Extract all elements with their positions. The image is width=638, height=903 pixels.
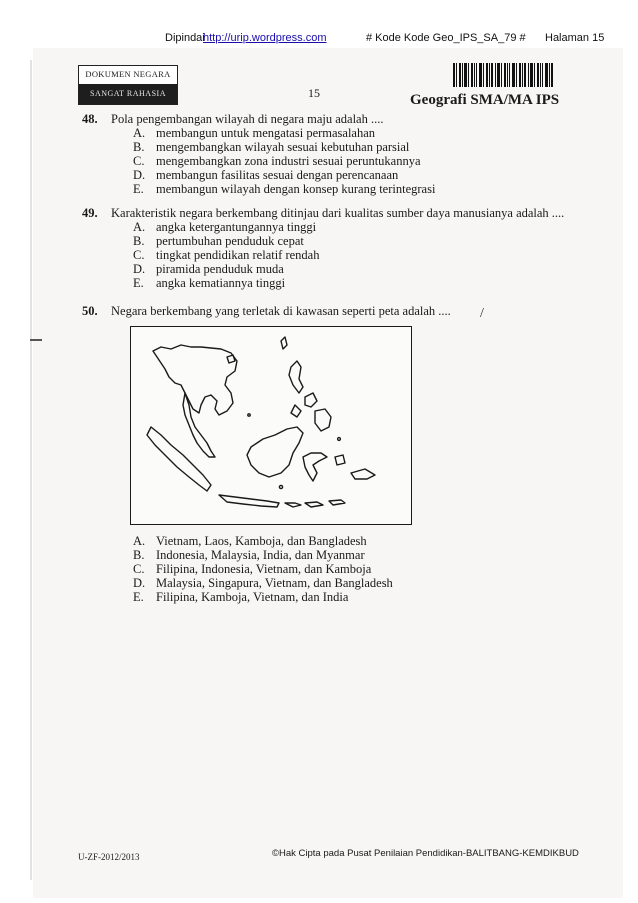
question-number: 48.	[82, 112, 98, 126]
header-page-label: Halaman 15	[545, 32, 605, 44]
question-number: 49.	[82, 206, 98, 220]
option-text: Filipina, Indonesia, Vietnam, dan Kamboja	[156, 562, 372, 576]
option-letter: B.	[133, 234, 145, 248]
option-letter: D.	[133, 262, 146, 276]
option-letter: A.	[133, 126, 146, 140]
option-letter: A.	[133, 220, 146, 234]
option-letter: E.	[133, 276, 144, 290]
option-text: membangun fasilitas sesuai dengan perencanaan	[156, 168, 399, 182]
barcode	[453, 63, 553, 87]
option-letter: D.	[133, 576, 146, 590]
stamp-line-1: DOKUMEN NEGARA	[85, 69, 171, 79]
document-stamp	[78, 65, 178, 105]
option-text: pertumbuhan penduduk cepat	[156, 234, 304, 248]
map-outline	[131, 327, 411, 524]
option-text: mengembangkan wilayah sesuai kebutuhan parsial	[156, 140, 410, 154]
option-letter: C.	[133, 248, 145, 262]
option-letter: C.	[133, 562, 145, 576]
southeast-asia-map	[130, 326, 412, 525]
option-letter: D.	[133, 168, 146, 182]
question-number: 50.	[82, 304, 98, 318]
footer-code: U-ZF-2012/2013	[78, 852, 140, 862]
option-letter: E.	[133, 182, 144, 196]
handwritten-mark: /	[480, 306, 484, 321]
scan-header	[0, 0, 638, 44]
question-text: Karakteristik negara berkembang ditinjau dari kualitas sumber daya manusianya adalah ....	[111, 206, 565, 220]
question-text: Negara berkembang yang terletak di kawasan seperti peta adalah ....	[111, 304, 451, 318]
option-letter: A.	[133, 534, 146, 548]
option-text: membangun wilayah dengan konsep kurang terintegrasi	[156, 182, 436, 196]
stamp-line-2: SANGAT RAHASIA	[79, 84, 177, 104]
option-text: membangun untuk mengatasi permasalahan	[156, 126, 376, 140]
subject-title: Geografi SMA/MA IPS	[410, 92, 560, 108]
option-text: angka kematiannya tinggi	[156, 276, 286, 290]
question-text: Pola pengembangan wilayah di negara maju adalah ....	[111, 112, 384, 126]
option-text: tingkat pendidikan relatif rendah	[156, 248, 320, 262]
option-text: piramida penduduk muda	[156, 262, 284, 276]
option-text: angka ketergantungannya tinggi	[156, 220, 317, 234]
option-letter: E.	[133, 590, 144, 604]
header-code: # Kode Kode Geo_IPS_SA_79 #	[366, 32, 526, 44]
option-text: mengembangkan zona industri sesuai peruntukannya	[156, 154, 421, 168]
footer-copyright: ©Hak Cipta pada Pusat Penilaian Pendidikan-BALITBANG-KEMDIKBUD	[272, 848, 579, 859]
option-text: Vietnam, Laos, Kamboja, dan Bangladesh	[156, 534, 367, 548]
option-text: Indonesia, Malaysia, India, dan Myanmar	[156, 548, 365, 562]
header-link[interactable]: http://urip.wordpress.com	[203, 32, 327, 44]
header-prefix: Dipindai	[165, 32, 205, 44]
margin-mark	[30, 339, 42, 341]
option-letter: B.	[133, 140, 145, 154]
option-text: Filipina, Kamboja, Vietnam, dan India	[156, 590, 349, 604]
option-letter: C.	[133, 154, 145, 168]
page-number: 15	[308, 86, 320, 100]
option-letter: B.	[133, 548, 145, 562]
scan-edge	[30, 60, 32, 880]
option-text: Malaysia, Singapura, Vietnam, dan Bangladesh	[156, 576, 393, 590]
